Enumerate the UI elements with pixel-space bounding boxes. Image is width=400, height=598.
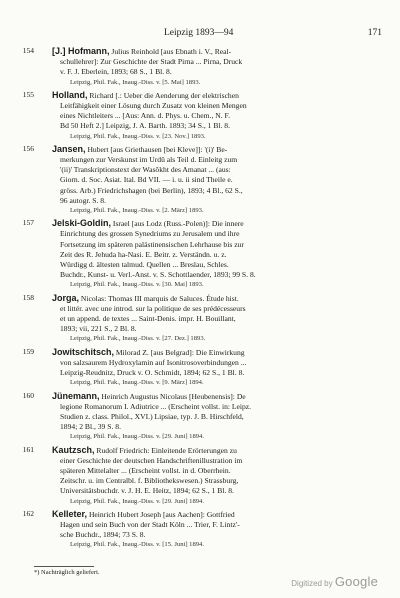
entry-line-text: Heinrich Augustus Nicolaus [Heubenensis]: De <box>101 391 246 401</box>
entry-line-text: Leipzig-Reudnitz, Druck v. O. Schmidt, 1894; 62 S., 1 Bl. 8. <box>60 368 245 378</box>
entry-line <box>60 402 386 412</box>
entry-line <box>52 347 386 358</box>
entry-line-text: Hagen und sein Buch von der Stadt Köln ... Trier, F. Lintz'- <box>60 519 240 529</box>
entry-text <box>52 292 386 345</box>
entry-number: 154 <box>22 46 34 55</box>
entry-line-text: Leitfähigkeit einer Lösung durch Zusatz von kleinen Mengen <box>60 101 247 111</box>
entry-line <box>60 229 386 239</box>
entry-line <box>60 240 386 250</box>
entry-line-text: 1893; vii, 221 S., 2 Bl. 8. <box>60 324 137 334</box>
entry-number: 156 <box>22 143 34 153</box>
entry-text <box>52 143 386 216</box>
entry-line-text: 96 autogr. S. 8. <box>60 195 106 205</box>
entry-line <box>52 144 386 155</box>
entry-text <box>52 508 386 551</box>
entry-line-text: Buchdr., Kunst- u. Verl.-Anst. v. S. Schottlaender, 1893; 99 S. 8. <box>60 270 256 280</box>
entry-line <box>60 486 386 496</box>
bibliography-entry <box>16 509 386 551</box>
entry-line-text: gröss. Arb.) Friedrichshagen (bei Berlin), 1893; 4 Bl., 62 S., <box>60 185 243 195</box>
entry-text <box>52 89 386 142</box>
entry-line <box>60 324 386 334</box>
entry-line <box>60 304 386 314</box>
bibliography-entry <box>16 46 386 88</box>
entry-line-text: schullehrer]: Zur Geschichte der Stadt Pirna ... Pirna, Druck <box>60 57 243 67</box>
entry-line <box>52 293 386 304</box>
entry-line <box>60 175 386 185</box>
entry-line <box>60 155 386 165</box>
bibliography-entry <box>16 347 386 389</box>
author-name: Jowitschitsch, <box>52 346 115 357</box>
entry-line <box>60 530 386 540</box>
entry-line-text: Zeitschr. u. im Centralbl. f. Bibliothekswesen.) Strassburg, <box>60 476 239 486</box>
entry-number: 159 <box>22 346 34 356</box>
entry-line <box>60 67 386 77</box>
entry-line-text: sche Buchdr., 1894; 73 S. 8. <box>60 530 146 540</box>
dissertation-note: Leipzig, Phil. Fak., Inaug.-Diss. v. [23. Nov.] 1893. <box>70 132 206 140</box>
entry-line <box>60 520 386 530</box>
entry-line <box>60 196 386 206</box>
entry-line <box>52 218 386 229</box>
entry-line-text: Studien z. class. Philol., XVI.) Lipsiae, typ. J. B. Hirschfeld, <box>60 411 244 421</box>
entry-text <box>52 444 386 507</box>
entry-line-text: Richard [.: Ueber die Aenderung der elektrischen <box>89 90 239 100</box>
entry-line-text: v. F. J. Eberlein, 1893; 68 S., 1 Bl. 8. <box>60 67 172 77</box>
entry-line <box>60 314 386 324</box>
dissertation-note: Leipzig, Phil. Fak., Inaug.-Diss. v. [27. Dez.] 1893. <box>70 335 206 343</box>
entry-line-text: Heinrich Hubert Joseph [aus Aachen]: Gottfried <box>88 509 235 519</box>
dissertation-note: Leipzig, Phil. Fak., Inaug.-Diss. v. [5. Mai] 1893. <box>70 78 201 86</box>
dissertation-note: Leipzig, Phil. Fak., Inaug.-Diss. v. [9. März] 1894. <box>70 379 204 387</box>
entry-line-text: Würdigg d. ältesten talmud. Quellen ... Breslau, Schles. <box>60 260 229 270</box>
entry-line <box>60 358 386 368</box>
author-name: Jünemann, <box>52 390 100 401</box>
entry-line-text: einer Geschichte der deutschen Handschriftenillustration im <box>60 455 243 465</box>
author-name: Jelski-Goldin, <box>52 218 112 229</box>
dissertation-note: Leipzig, Phil. Fak., Inaug.-Diss. v. [30. Mai] 1893. <box>70 281 204 289</box>
entry-line-text: Bd 50 Heft 2.] Leipzig, J. A. Barth. 1893; 34 S., 1 Bl. 8. <box>60 121 231 131</box>
entry-line <box>60 250 386 260</box>
entry-line-text: Rudolf Friedrich: Einleitende Erörterungen zu <box>96 445 237 455</box>
entry-line <box>52 509 386 520</box>
entry-text <box>52 218 386 290</box>
entry-text <box>52 390 386 443</box>
entry-line-text: eines Nichtleiters ... [Aus: Ann. d. Phys. u. Chem., N. F. <box>60 111 231 121</box>
entry-line <box>52 445 386 456</box>
entry-number: 160 <box>22 390 34 400</box>
entry-line <box>60 121 386 131</box>
entry-line <box>60 476 386 486</box>
entry-line-text: Giorn. d. Soc. Asiat. Ital. Bd VII. — i. u. ii sind Theile e. <box>60 175 233 185</box>
author-name: Kelleter, <box>52 508 88 519</box>
entry-line-text: späteren Mittelalter ... (Erscheint vollst. in d. Oberrhein. <box>60 465 231 475</box>
running-title: Leipzig 1893—94 <box>164 28 234 38</box>
bibliography-entries <box>16 46 386 553</box>
entry-line <box>60 111 386 121</box>
entry-number: 155 <box>22 89 34 99</box>
entry-line <box>60 186 386 196</box>
entry-line <box>60 422 386 432</box>
entry-line-text: Einrichtung des grossen Synedriums zu Jerusalem und ihre <box>60 229 240 239</box>
page-number: 171 <box>367 28 382 38</box>
bibliography-entry <box>16 391 386 443</box>
entry-number: 157 <box>22 218 34 228</box>
author-name: Kautzsch, <box>52 444 95 455</box>
dissertation-note: Leipzig, Phil. Fak., Inaug.-Diss. v. [15. Juni] 1894. <box>70 541 204 549</box>
author-name: Holland, <box>52 89 88 100</box>
entry-line-text: '(ii)' Transkriptionstext der Wasôkht des Amanat ... (aus: <box>60 165 231 175</box>
entry-line <box>60 165 386 175</box>
entry-line-text: Universitätsbuchdr. v. J. H. E. Heitz, 1894; 62 S., 1 Bl. 8. <box>60 486 234 496</box>
entry-line <box>52 46 386 57</box>
footnote-text: *) Nachträglich geliefert. <box>34 569 100 576</box>
entry-text <box>52 346 386 389</box>
entry-line <box>60 412 386 422</box>
entry-line <box>52 391 386 402</box>
entry-text <box>52 46 386 88</box>
entry-line-text: Julius Reinhold [aus Ebnath i. V., Real- <box>111 47 232 56</box>
dissertation-note: Leipzig, Phil. Fak., Inaug.-Diss. v. [29. Juni] 1894. <box>70 433 204 441</box>
entry-line-text: Nicolas: Thomas III marquis de Saluces. Étude hist. <box>80 293 239 303</box>
entry-line-text: et littér. avec une introd. sur la politique de ses prédécesseurs <box>60 303 246 313</box>
author-name: [J.] Hofmann, <box>52 46 110 56</box>
entry-line <box>60 466 386 476</box>
entry-number: 158 <box>22 292 34 302</box>
digitization-watermark <box>291 574 378 589</box>
entry-line <box>60 101 386 111</box>
entry-line <box>60 57 386 67</box>
entry-line-text: et un append. de textes ... Saint-Denis. impr. H. Bouillant, <box>60 314 236 324</box>
entry-line-text: Israel [aus Lodz (Russ.-Polen)]: Die innere <box>112 219 244 229</box>
entry-line <box>60 260 386 270</box>
entry-line <box>60 368 386 378</box>
entry-line-text: Fortsetzung im späteren palästinensischen Lehrhause bis zur <box>60 239 244 249</box>
entry-line-text: merkungen zur Verskunst im Urdû als Teil d. Einleitg zum <box>60 155 238 165</box>
entry-line-text: Milorad Z. [aus Belgrad]: Die Einwirkung <box>115 347 245 357</box>
bibliography-entry <box>16 90 386 142</box>
dissertation-note: Leipzig, Phil. Fak., Inaug.-Diss. v. [29. Juni] 1894. <box>70 497 204 505</box>
entry-number: 161 <box>22 444 34 454</box>
author-name: Jansen, <box>52 143 86 154</box>
bibliography-entry <box>16 218 386 290</box>
entry-line-text: von salzsaurem Hydroxylamin auf Isonitrosoverbindungen ... <box>60 357 247 367</box>
footnote-rule <box>34 566 94 567</box>
entry-number: 162 <box>22 508 34 518</box>
bibliography-entry <box>16 445 386 507</box>
author-name: Jorga, <box>52 292 80 303</box>
bibliography-entry <box>16 144 386 216</box>
entry-line-text: 1894; 2 Bl., 39 S. 8. <box>60 422 121 432</box>
entry-line-text: Zeit des R. Jehuda ha-Nasi. E. Beitr. z. Verständn. u. z. <box>60 249 227 259</box>
entry-line <box>52 90 386 101</box>
entry-line-text: legione Romanorum I. Adiutrice ... (Erscheint vollst. in: Leipz. <box>60 401 252 411</box>
watermark-prefix: Digitized by <box>291 579 333 588</box>
entry-line <box>60 456 386 466</box>
bibliography-entry <box>16 293 386 345</box>
entry-line-text: Hubert [aus Griethausen [bei Kleve]]: '(i)' Be- <box>87 144 228 154</box>
entry-line <box>60 270 386 280</box>
dissertation-note: Leipzig, Phil. Fak., Inaug.-Diss. v. [2. März] 1893. <box>70 207 204 215</box>
page-header <box>60 28 382 42</box>
watermark-brand: Google <box>334 574 378 589</box>
